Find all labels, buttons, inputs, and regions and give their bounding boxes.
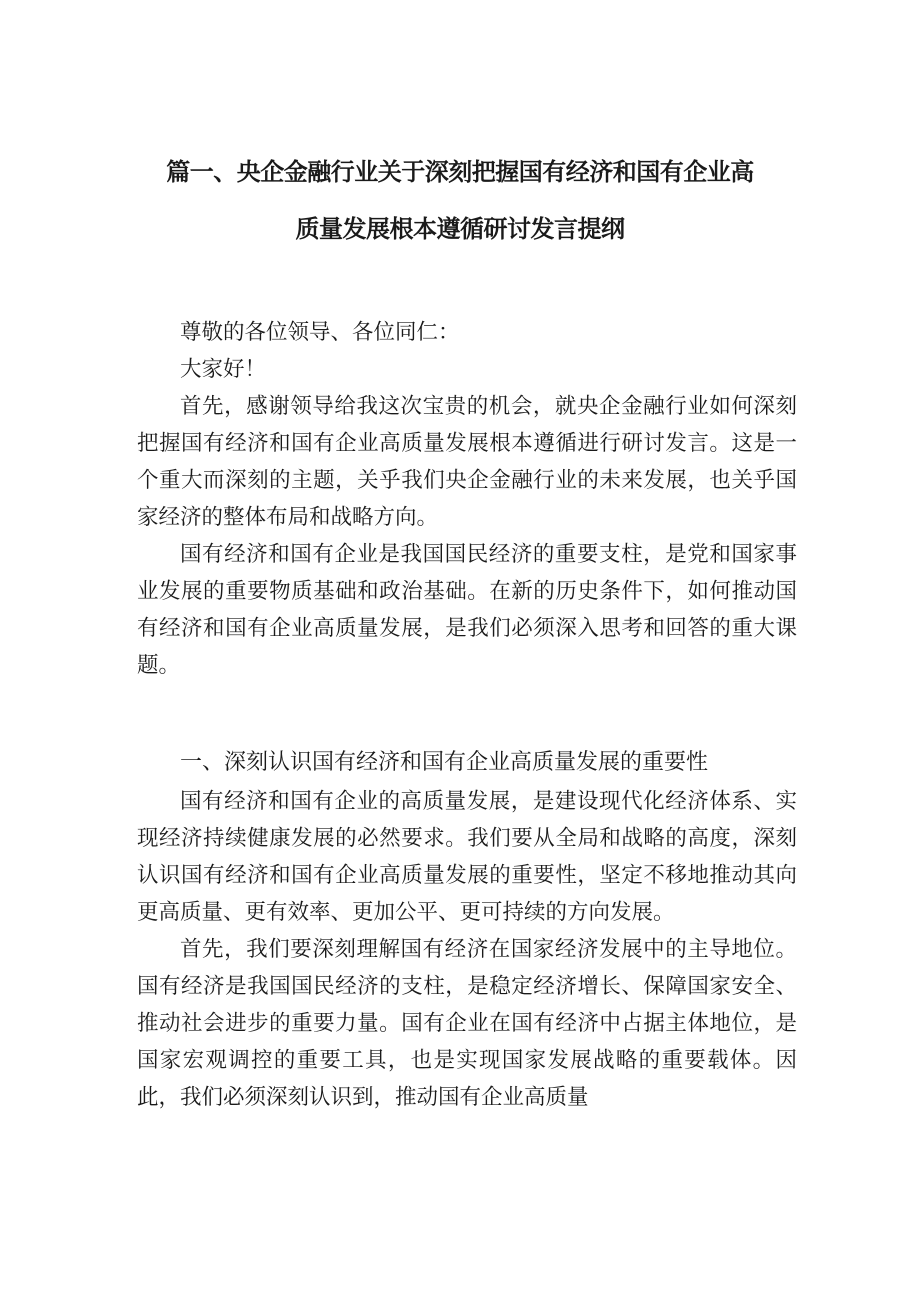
document-title-line-2: 质量发展根本遵循研讨发言提纲 xyxy=(295,215,625,243)
document-title-line-1: 篇一、央企金融行业关于深刻把握国有经济和国有企业高 xyxy=(166,158,754,186)
paragraph: 国有经济和国有企业是我国国民经济的重要支柱，是党和国家事业发展的重要物质基础和政治基础。在新的历史条件下，如何推动国有经济和国有企业高质量发展，是我们必须深入思考和回答的重大课题。 xyxy=(137,542,797,678)
section-heading: 一、深刻认识国有经济和国有企业高质量发展的重要性 xyxy=(180,750,709,775)
paragraph: 国有经济和国有企业的高质量发展，是建设现代化经济体系、实现经济持续健康发展的必然要求。我们要从全局和战略的高度，深刻认识国有经济和国有企业高质量发展的重要性，坚定不移地推动其向更高质量、更有效率、更加公平、更可持续的方向发展。 xyxy=(137,789,797,925)
paragraph: 首先，感谢领导给我这次宝贵的机会，就央企金融行业如何深刻把握国有经济和国有企业高质量发展根本遵循进行研讨发言。这是一个重大而深刻的主题，关乎我们央企金融行业的未来发展，也关乎国家经济的整体布局和战略方向。 xyxy=(137,394,797,530)
salutation: 尊敬的各位领导、各位同仁： xyxy=(180,320,460,345)
greeting: 大家好！ xyxy=(180,357,267,382)
paragraph: 首先，我们要深刻理解国有经济在国家经济发展中的主导地位。国有经济是我国国民经济的支柱，是稳定经济增长、保障国家安全、推动社会进步的重要力量。国有企业在国有经济中占据主体地位，是国家宏观调控的重要工具，也是实现国家发展战略的重要载体。因此，我们必须深刻认识到，推动国有企业高质量 xyxy=(137,937,797,1110)
document-body xyxy=(137,314,797,684)
section-one xyxy=(137,744,797,1116)
